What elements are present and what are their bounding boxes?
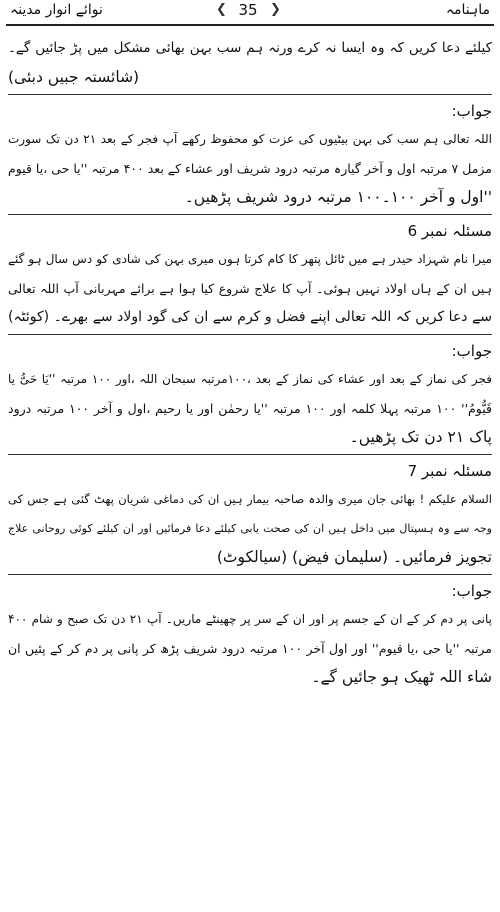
text-line: ''اول و آخر ۱۰۰۔۱۰۰ مرتبہ درود شریف پڑھیں۔: [184, 188, 492, 206]
text-line: السلام علیکم ! بھائی جان میری والدہ صاحبہ بیمار ہیں ان کی دماغی شریان پھٹ گئی ہے جس کی: [8, 492, 492, 506]
text-line: ہیں ان کے ہاں اولاد نہیں ہوئی۔ آپ کا علاج شروع کیا ہوا ہے برائے مہربانی آپ اللہ تعالی: [8, 281, 492, 296]
page-header: [0, 0, 500, 28]
text-line: میرا نام شہزاد حیدر ہے میں ٹائل پتھر کا کام کرتا ہوں میری بہن کی شادی کو دس سال ہو گئے: [8, 252, 492, 266]
page-number: 35: [238, 1, 258, 19]
section-divider: [8, 214, 492, 215]
text-line: اللہ تعالی ہم سب کی بہن بیٹیوں کی عزت کو محفوظ رکھے آپ فجر کے بعد ۲۱ دن تک سورت: [8, 132, 492, 146]
magazine-name: نوائے انوار مدینہ: [10, 2, 103, 18]
page-number-box: [216, 0, 280, 22]
text-line: شاء اللہ ٹھیک ہو جائیں گے۔: [311, 668, 492, 686]
text-line: سے دعا کریں کہ اللہ تعالی اپنے فضل و کرم سے ان کی گود اولاد سے بھرے۔ (کوئٹہ): [8, 309, 492, 325]
text-line: مرتبہ ''یا حی ،یا قیوم'' اور اول آخر ۱۰۰ مرتبہ درود شریف پڑھ کر پانی پر دم کر کے پئیں ان: [8, 641, 492, 656]
ornament-left-icon: ❮: [216, 2, 227, 17]
question-label: مسئلہ نمبر 6: [407, 222, 492, 240]
text-line: کیلئے دعا کریں کہ وہ ایسا نہ کرے ورنہ ہم سب بہن بھائی مشکل میں پڑ جائیں گے۔: [8, 40, 492, 56]
answer-label: جواب:: [451, 582, 492, 600]
section-divider: [8, 454, 492, 455]
header-divider: [6, 24, 494, 26]
text-line: پانی پر دم کر کے ان کے جسم پر اور ان کے سر پر چھینٹے ماریں۔ آپ ۲۱ دن تک صبح و شام ۴۰۰: [8, 612, 492, 626]
section-divider: [8, 94, 492, 95]
page-body: [8, 34, 492, 692]
text-line: وجہ سے وہ ہسپتال میں داخل ہیں ان کی صحت یابی کیلئے دعا فرمائیں اور ان کیلئے کوئی روحانی علاج: [8, 522, 492, 535]
text-line: پاک ۲۱ دن تک پڑھیں۔: [349, 428, 492, 446]
text-line: فجر کی نماز کے بعد اور عشاء کی نماز کے بعد ،۱۰۰مرتبہ سبحان اللہ ،اور ۱۰۰ مرتبہ ''یَا حَیُّ یا: [8, 372, 492, 386]
publication-type: ماہنامہ: [445, 2, 490, 18]
text-line: (شائستہ جبیں دبئی): [8, 68, 140, 86]
answer-label: جواب:: [451, 342, 492, 360]
answer-label: جواب:: [451, 102, 492, 120]
ornament-right-icon: ❯: [270, 2, 281, 17]
section-divider: [8, 334, 492, 335]
section-divider: [8, 574, 492, 575]
text-line: مزمل ۷ مرتبہ اول و آخر گیارہ مرتبہ درود شریف اور عشاء کے بعد ۴۰۰ مرتبہ ''یا حی ،یا قیوم: [8, 161, 492, 176]
text-line: تجویز فرمائیں۔ (سلیمان فیض) (سیالکوٹ): [216, 548, 492, 566]
question-label: مسئلہ نمبر 7: [407, 462, 492, 480]
text-line: قَیُّومُ'' ۱۰۰ مرتبہ پہلا کلمہ اور ۱۰۰ مرتبہ ''یا رحمٰن اور یا رحیم ،اول و آخر ۱۰۰ مرتبہ درود: [8, 401, 492, 416]
